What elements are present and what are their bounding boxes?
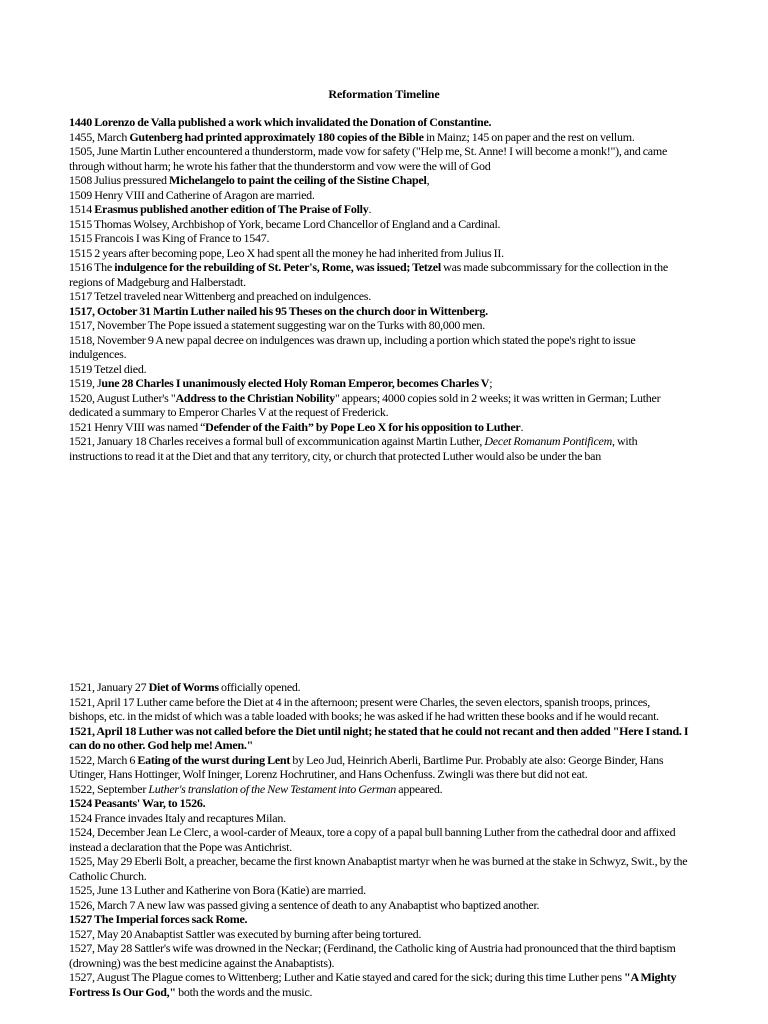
timeline-entry-text: ; <box>489 376 493 390</box>
timeline-section-top <box>69 115 689 463</box>
timeline-entry <box>69 231 689 246</box>
timeline-entry <box>69 217 689 232</box>
timeline-entry-text: , with instructions to read it at the Diet and that any territory, city, or church that protected Luther would also be under the ban <box>69 434 638 463</box>
timeline-entry <box>69 941 689 970</box>
timeline-entry <box>69 695 689 724</box>
timeline-entry-text: both the words and the music. <box>175 984 313 999</box>
timeline-entry-text: Erasmus published another edition of The Praise of Folly <box>94 202 369 216</box>
timeline-entry-text: . <box>368 202 372 216</box>
timeline-entry-text: 1524 France invades Italy and recaptures Milan. <box>69 810 286 825</box>
timeline-entry-text: 1520, August Luther's " <box>69 390 176 405</box>
timeline-entry-text: 1515 2 years after becoming pope, Leo X had spent all the money he had inherited from Julius II. <box>69 245 504 260</box>
timeline-entry-text: appeared. <box>396 781 443 796</box>
timeline-entry <box>69 434 689 463</box>
timeline-entry <box>69 318 689 333</box>
timeline-entry <box>69 376 689 391</box>
timeline-entry <box>69 825 689 854</box>
timeline-entry-text: 1515 Francois I was King of France to 1547. <box>69 231 270 245</box>
timeline-entry-text: indulgence for the rebuilding of St. Peter's, Rome, was issued; Tetzel <box>114 260 441 274</box>
timeline-entry <box>69 680 689 695</box>
timeline-entry <box>69 420 689 435</box>
timeline-entry <box>69 115 689 130</box>
timeline-entry <box>69 753 689 782</box>
timeline-entry-text: 1527, May 28 Sattler's wife was drowned in the Neckar; (Ferdinand, the Catholic king of Austria had pronounced that the third baptism (drowning) was the best medicine against the Anabaptists). <box>69 941 676 970</box>
timeline-entry <box>69 260 689 289</box>
timeline-entry-text: in Mainz; 145 on paper and the rest on vellum. <box>423 129 635 144</box>
timeline-entry-text: 1527, May 20 Anabaptist Sattler was executed by burning after being tortured. <box>69 926 422 941</box>
timeline-entry <box>69 854 689 883</box>
timeline-entry-text: 1508 Julius pressured <box>69 173 169 187</box>
timeline-entry-text: 1521, January 18 Charles receives a formal bull of excommunication against Martin Luther, <box>69 434 485 448</box>
timeline-entry-text: Address to the Christian Nobility <box>175 390 336 405</box>
timeline-entry-text: 1521, April 18 Luther was not called before the Diet until night; he stated that he could not recant and then added "Here I stand. I can do no other. God help me! Amen." <box>69 723 689 752</box>
timeline-entry-text: 1517 Tetzel traveled near Wittenberg and preached on indulgences. <box>69 289 371 303</box>
timeline-entry-text: Diet of Worms <box>148 680 219 694</box>
timeline-entry <box>69 304 689 319</box>
timeline-entry-text: 1525, June 13 Luther and Katherine von Bora (Katie) are married. <box>69 883 366 897</box>
timeline-entry <box>69 927 689 942</box>
timeline-entry <box>69 970 689 999</box>
timeline-entry-text: 1515 Thomas Wolsey, Archbishop of York, became Lord Chancellor of England and a Cardinal. <box>69 216 501 231</box>
timeline-entry-text: 1518, November 9 A new papal decree on indulgences was drawn up, including a portion which stated the pope's right to issue indulgences. <box>69 332 636 361</box>
timeline-entry-text: 1526, March 7 A new law was passed giving a sentence of death to any Anabaptist who baptized another. <box>69 897 540 912</box>
timeline-entry-text: 1521 Henry VIII was named “ <box>69 419 206 434</box>
timeline-entry <box>69 144 689 173</box>
timeline-entry-text: 1440 Lorenzo de Valla published a work which invalidated the Donation of Constantine. <box>69 115 492 129</box>
timeline-entry <box>69 289 689 304</box>
timeline-entry-text: 1516 The <box>69 260 115 274</box>
timeline-entry-text: "A Mighty Fortress Is Our God," <box>69 970 677 999</box>
timeline-entry-text: Michelangelo to paint the ceiling of the Sistine Chapel <box>169 173 427 187</box>
timeline-entry-text: Defender of the Faith” by Pope Leo X for his opposition to Luther <box>205 419 521 434</box>
timeline-section-bottom <box>69 680 689 999</box>
timeline-entry-text: Gutenberg had printed approximately 180 copies of the Bible <box>129 129 424 144</box>
timeline-entry-text: . <box>520 419 524 434</box>
timeline-entry-text: Luther's translation of the New Testament into German <box>148 781 397 796</box>
timeline-entry-text: 1517, October 31 Martin Luther nailed his 95 Theses on the church door in Wittenberg. <box>69 303 488 318</box>
timeline-entry <box>69 391 689 420</box>
timeline-entry <box>69 173 689 188</box>
timeline-entry-text: , <box>426 173 430 187</box>
timeline-entry-text: une 28 Charles I unanimously elected Holy Roman Emperor, becomes Charles V <box>101 376 490 390</box>
timeline-entry-text: 1505, June Martin Luther encountered a thunderstorm, made vow for safety ("Help me, St. Anne! I will become a monk!"), and came through without harm; he wrote his father that the thunderstorm and vow were the will of God <box>69 144 668 173</box>
timeline-entry-text: by Leo Jud, Heinrich Aberli, Bartlime Pur. Probably ate also: George Binder, Hans Utinger, Hans Hottinger, Wolf Ininger, Lorenz Hochrutiner, and Hans Ochenfuss. Zwingli was there but did not eat. <box>69 752 664 781</box>
timeline-entry <box>69 130 689 145</box>
timeline-entry <box>69 246 689 261</box>
timeline-entry-text: 1522, September <box>69 781 149 796</box>
timeline-entry-text: 1455, March <box>69 129 130 144</box>
timeline-entry <box>69 202 689 217</box>
timeline-entry-text: 1524, December Jean Le Clerc, a wool-carder of Meaux, tore a copy of a papal bull banning Luther from the cathedral door and affixed instead a declaration that the Pope was Antichrist. <box>69 825 676 854</box>
timeline-entry-text: Decet Romanum Pontificem <box>484 434 613 448</box>
timeline-entry-text: 1522, March 6 <box>69 752 138 767</box>
timeline-entry <box>69 724 689 753</box>
timeline-entry-text: 1521, April 17 Luther came before the Diet at 4 in the afternoon; present were Charles, the seven electors, spanish troops, princes, bishops, etc. in the midst of which was a table loaded with books; he was asked if he had written these books and if he would recant. <box>69 694 659 723</box>
timeline-entry-text: officially opened. <box>218 680 301 694</box>
timeline-entry <box>69 362 689 377</box>
timeline-entry-text: 1527, August The Plague comes to Wittenberg; Luther and Katie stayed and cared for the sick; during this time Luther pens <box>69 970 625 984</box>
timeline-entry <box>69 796 689 811</box>
document-title: Reformation Timeline <box>328 87 440 101</box>
timeline-entry-text: 1519 Tetzel died. <box>69 361 147 376</box>
timeline-entry <box>69 782 689 797</box>
timeline-entry-text: 1525, May 29 Eberli Bolt, a preacher, became the first known Anabaptist martyr when he was burned at the stake in Schwyz, Swit., by the Catholic Church. <box>69 854 688 883</box>
timeline-entry-text: 1521, January 27 <box>69 680 149 694</box>
timeline-entry <box>69 883 689 898</box>
timeline-entry-text: 1527 The Imperial forces sack Rome. <box>69 912 248 926</box>
timeline-entry-text: 1514 <box>69 202 95 216</box>
timeline-entry <box>69 188 689 203</box>
timeline-entry-text: 1517, November The Pope issued a statement suggesting war on the Turks with 80,000 men. <box>69 318 485 332</box>
timeline-entry-text: 1524 Peasants' War, to 1526. <box>69 796 206 810</box>
timeline-entry-text: 1509 Henry VIII and Catherine of Aragon are married. <box>69 187 315 202</box>
timeline-entry <box>69 811 689 826</box>
timeline-entry-text: " appears; 4000 copies sold in 2 weeks; it was written in German; Luther dedicated a summary to Emperor Charles V at the request of Frederick. <box>69 390 661 419</box>
timeline-entry-text: was made subcommissary for the collection in the regions of Madgeburg and Halberstadt. <box>69 260 668 289</box>
timeline-entry <box>69 333 689 362</box>
timeline-entry <box>69 898 689 913</box>
timeline-entry-text: Eating of the wurst during Lent <box>137 752 291 767</box>
timeline-entry <box>69 912 689 927</box>
timeline-entry-text: 1519, J <box>69 376 102 390</box>
